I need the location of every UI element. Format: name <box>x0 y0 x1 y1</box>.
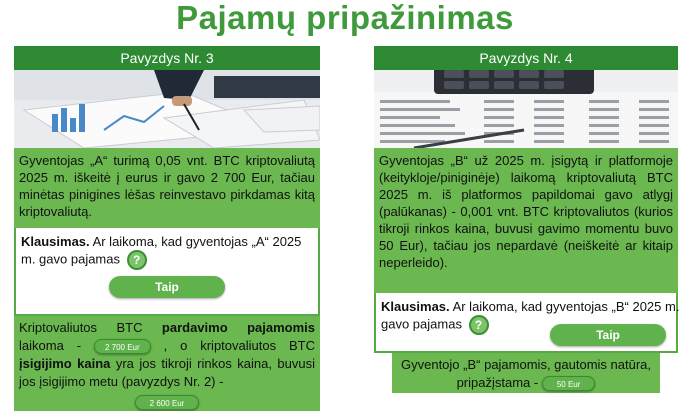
example-description: Gyventojas „B“ už 2025 m. įsigytą ir platformoje (keitykloje/piniginėje) laikomą kriptovaliutą BTC 2025 m. iš platformos papildomai gavo atlygį (palūkanas) - 0,001 vnt. BTC kriptovaliutos (kurios tikroji rinkos kaina, buvusi gavimo momentu buvo 50 Eur), tačiau jos nepardavė (neiškeitė ar kitaip neperleido). <box>374 148 678 293</box>
page-title: Pajamų pripažinimas <box>176 0 514 36</box>
answer-bold-text: įsigijimo kaina <box>19 356 111 371</box>
amount-badge-income[interactable]: 50 Eur <box>542 376 596 391</box>
business-photo <box>14 70 320 148</box>
answer-text: laikoma - <box>19 338 94 353</box>
question-label: Klausimas. <box>21 234 90 249</box>
answer-text: Kriptovaliutos BTC <box>19 320 162 335</box>
answer-text: , o kriptovaliutos BTC <box>150 338 315 353</box>
question-box <box>14 228 320 316</box>
question-text: Ar laikoma, kad gyventojas „B“ 2025 m. gavo pajamas <box>381 299 680 332</box>
question-text: Ar laikoma, kad gyventojas „A“ 2025 m. gavo pajamas <box>21 234 302 267</box>
question-box <box>374 293 678 353</box>
question-mark-icon[interactable]: ? <box>127 250 147 270</box>
answer-bold-text: pardavimo pajamomis <box>161 320 315 335</box>
example-card-3 <box>14 46 320 411</box>
question-label: Klausimas. <box>381 299 450 314</box>
example-description: Gyventojas „A“ turimą 0,05 vnt. BTC kriptovaliutą 2025 m. iškeitė į eurus ir gavo 2 700 Eur, tačiau minėtas pinigines lėšas reinvestavo pirkdamas kitą kriptovaliutą. <box>14 148 320 228</box>
calculator-photo <box>374 70 678 148</box>
amount-badge-sale[interactable]: 2 700 Eur <box>94 339 151 354</box>
answer-explanation <box>374 353 678 393</box>
answer-explanation <box>14 316 320 411</box>
answer-yes-button[interactable]: Taip <box>550 324 666 346</box>
answer-yes-button[interactable]: Taip <box>109 276 225 298</box>
card-header: Pavyzdys Nr. 3 <box>14 46 320 70</box>
card-header: Pavyzdys Nr. 4 <box>374 46 678 70</box>
answer-text: yra jos tikroji rinkos kaina, buvusi jos įsigijimo metu (pavyzdys Nr. 2) - <box>19 356 315 389</box>
question-mark-icon[interactable]: ? <box>469 315 489 335</box>
example-card-4 <box>374 46 678 411</box>
answer-text: Gyventojo „B“ pajamomis, gautomis natūra, pripažįstama - <box>401 357 651 390</box>
amount-badge-acquisition[interactable]: 2 600 Eur <box>135 395 200 410</box>
